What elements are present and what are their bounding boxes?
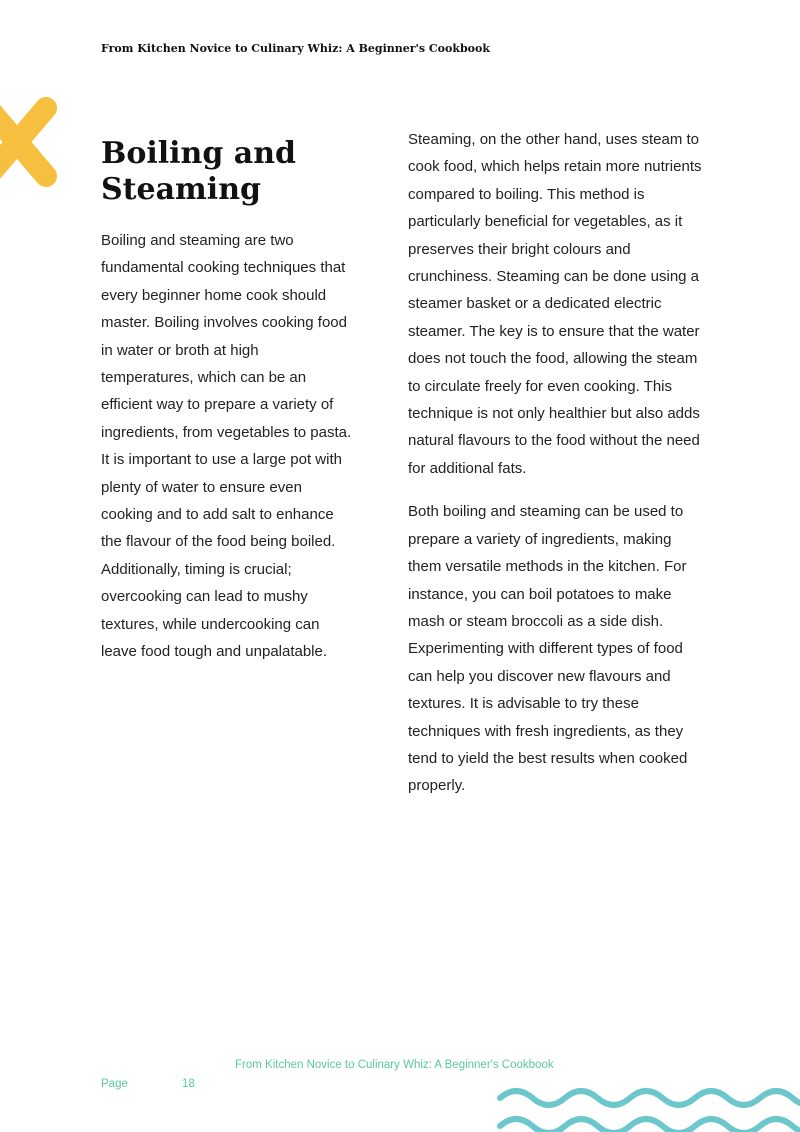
left-column [101,227,353,666]
page-number: 18 [182,1078,195,1090]
x-mark-icon [0,96,60,190]
paragraph-steaming: Steaming, on the other hand, uses steam to cook food, which helps retain more nutrients compared to boiling. This method is particularly beneficial for vegetables, as it preserves their bright colours and crunchiness. Steaming can be done using a steamer basket or a dedicated electric steamer. The key is to ensure that the water does not touch the food, allowing the steam to circulate freely for even cooking. This technique is not only healthier but also adds natural flavours to the food without the need for additional fats. [408,131,702,477]
wave-decoration-icon [495,1078,800,1132]
right-column [408,126,708,800]
page-title: Boiling and Steaming [101,136,297,207]
paragraph-boiling: Boiling and steaming are two fundamental cooking techniques that every beginner home cook should master. Boiling involves cooking food in water or broth at high temperatures, which can be an efficient way to prepare a variety of ingredients, from vegetables to pasta. It is important to use a large pot with plenty of water to ensure even cooking and to add salt to enhance the flavour of the food being boiled. Additionally, timing is crucial; overcooking can lead to mushy textures, while undercooking can leave food tough and unpalatable. [101,232,352,661]
page-label: Page [101,1078,128,1090]
footer-book-title: From Kitchen Novice to Culinary Whiz: A Beginner's Cookbook [235,1059,554,1071]
running-header: From Kitchen Novice to Culinary Whiz: A Beginner's Cookbook [101,42,490,55]
paragraph-both-methods: Both boiling and steaming can be used to prepare a variety of ingredients, making them versatile methods in the kitchen. For instance, you can boil potatoes to make mash or steam broccoli as a side dish. Experimenting with different types of food can help you discover new flavours and textures. It is advisable to try these techniques with fresh ingredients, as they tend to yield the best results when cooked properly. [408,503,688,795]
